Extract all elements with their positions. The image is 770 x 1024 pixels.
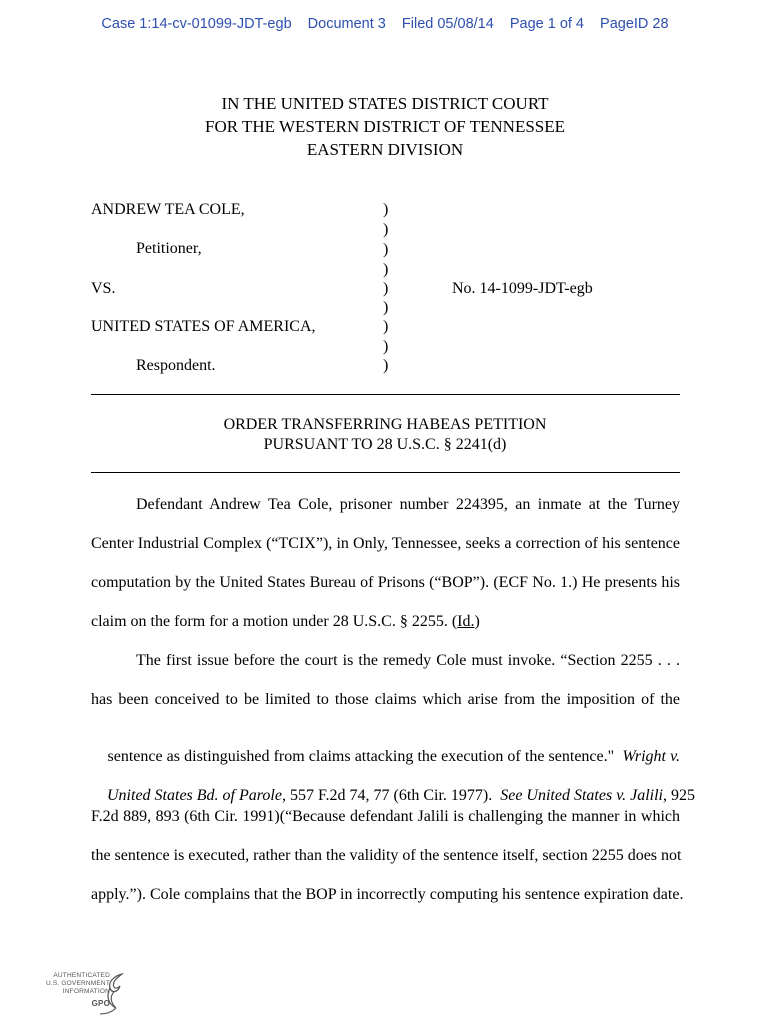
ecf-header-stamp: [0, 16, 770, 32]
body-text: sentence as distinguished from claims attacking the execution of the sentence.": [107, 748, 623, 765]
seal-text: GPO: [91, 999, 110, 1008]
document-number-stamp: Document 3: [307, 16, 386, 32]
id-citation: Id.: [457, 613, 475, 630]
body-text: , 557 F.2d 74, 77 (6th Cir. 1977).: [281, 787, 501, 804]
body-text: ): [474, 613, 480, 630]
petitioner-role: Petitioner,: [136, 240, 202, 257]
body-line: apply.”). Cole complains that the BOP in incorrectly computing his sentence expiration date.: [91, 886, 684, 903]
body-line: computation by the United States Bureau of Prisons (“BOP”). (ECF No. 1.) He presents his: [91, 574, 680, 591]
court-heading-line2: FOR THE WESTERN DISTRICT OF TENNESSEE: [204, 117, 566, 136]
divider-rule-top: [91, 394, 680, 395]
petitioner-name: ANDREW TEA COLE,: [91, 201, 245, 218]
body-line: Defendant Andrew Tea Cole, prisoner number 224395, an inmate at the Turney: [136, 496, 680, 513]
seal-text: INFORMATION: [62, 988, 110, 995]
order-title-line2: PURSUANT TO 28 U.S.C. § 2241(d): [263, 436, 507, 453]
body-line: The first issue before the court is the remedy Cole must invoke. “Section 2255 . . .: [136, 652, 680, 669]
case-citation: Wright v.: [622, 748, 681, 765]
caption-paren: ): [383, 201, 389, 218]
case-citation: See United States v. Jalili: [500, 787, 663, 804]
caption-paren: ): [383, 241, 389, 258]
body-line: has been conceived to be limited to those claims which arise from the imposition of the: [91, 691, 680, 708]
body-line: [91, 613, 480, 631]
body-line: Center Industrial Complex (“TCIX”), in Only, Tennessee, seeks a correction of his sentence: [91, 535, 680, 552]
body-line: F.2d 889, 893 (6th Cir. 1991)(“Because defendant Jalili is challenging the manner in which: [91, 808, 680, 825]
caption-paren: ): [383, 221, 389, 238]
body-text: , 925: [662, 787, 695, 804]
page-count-stamp: Page 1 of 4: [509, 16, 584, 32]
case-number: No. 14-1099-JDT-egb: [452, 280, 593, 297]
case-number-stamp: Case 1:14-cv-01099-JDT-egb: [101, 16, 292, 32]
respondent-name: UNITED STATES OF AMERICA,: [91, 318, 316, 335]
seal-text: AUTHENTICATED: [53, 972, 110, 979]
versus-label: VS.: [91, 280, 116, 297]
caption-paren: ): [383, 318, 389, 335]
caption-paren: ): [383, 261, 389, 278]
court-heading-line3: EASTERN DIVISION: [306, 140, 464, 159]
court-heading-line1: IN THE UNITED STATES DISTRICT COURT: [221, 94, 549, 113]
eagle-icon: [92, 972, 128, 1016]
caption-paren: ): [383, 299, 389, 316]
pageid-stamp: PageID 28: [600, 16, 669, 32]
caption-paren: ): [383, 357, 389, 374]
order-title-line1: ORDER TRANSFERRING HABEAS PETITION: [223, 416, 547, 433]
caption-paren: ): [383, 280, 389, 297]
case-citation: United States Bd. of Parole: [107, 787, 282, 804]
divider-rule-bottom: [91, 472, 680, 473]
seal-text: U.S. GOVERNMENT: [45, 980, 110, 987]
body-text: claim on the form for a motion under 28 U.S.C. § 2255. (: [91, 613, 458, 630]
gpo-authentication-seal: [34, 972, 126, 1018]
respondent-role: Respondent.: [136, 357, 216, 374]
body-line: the sentence is executed, rather than the validity of the sentence itself, section 2255 does not: [91, 847, 682, 864]
filed-date-stamp: Filed 05/08/14: [401, 16, 494, 32]
caption-paren: ): [383, 338, 389, 355]
